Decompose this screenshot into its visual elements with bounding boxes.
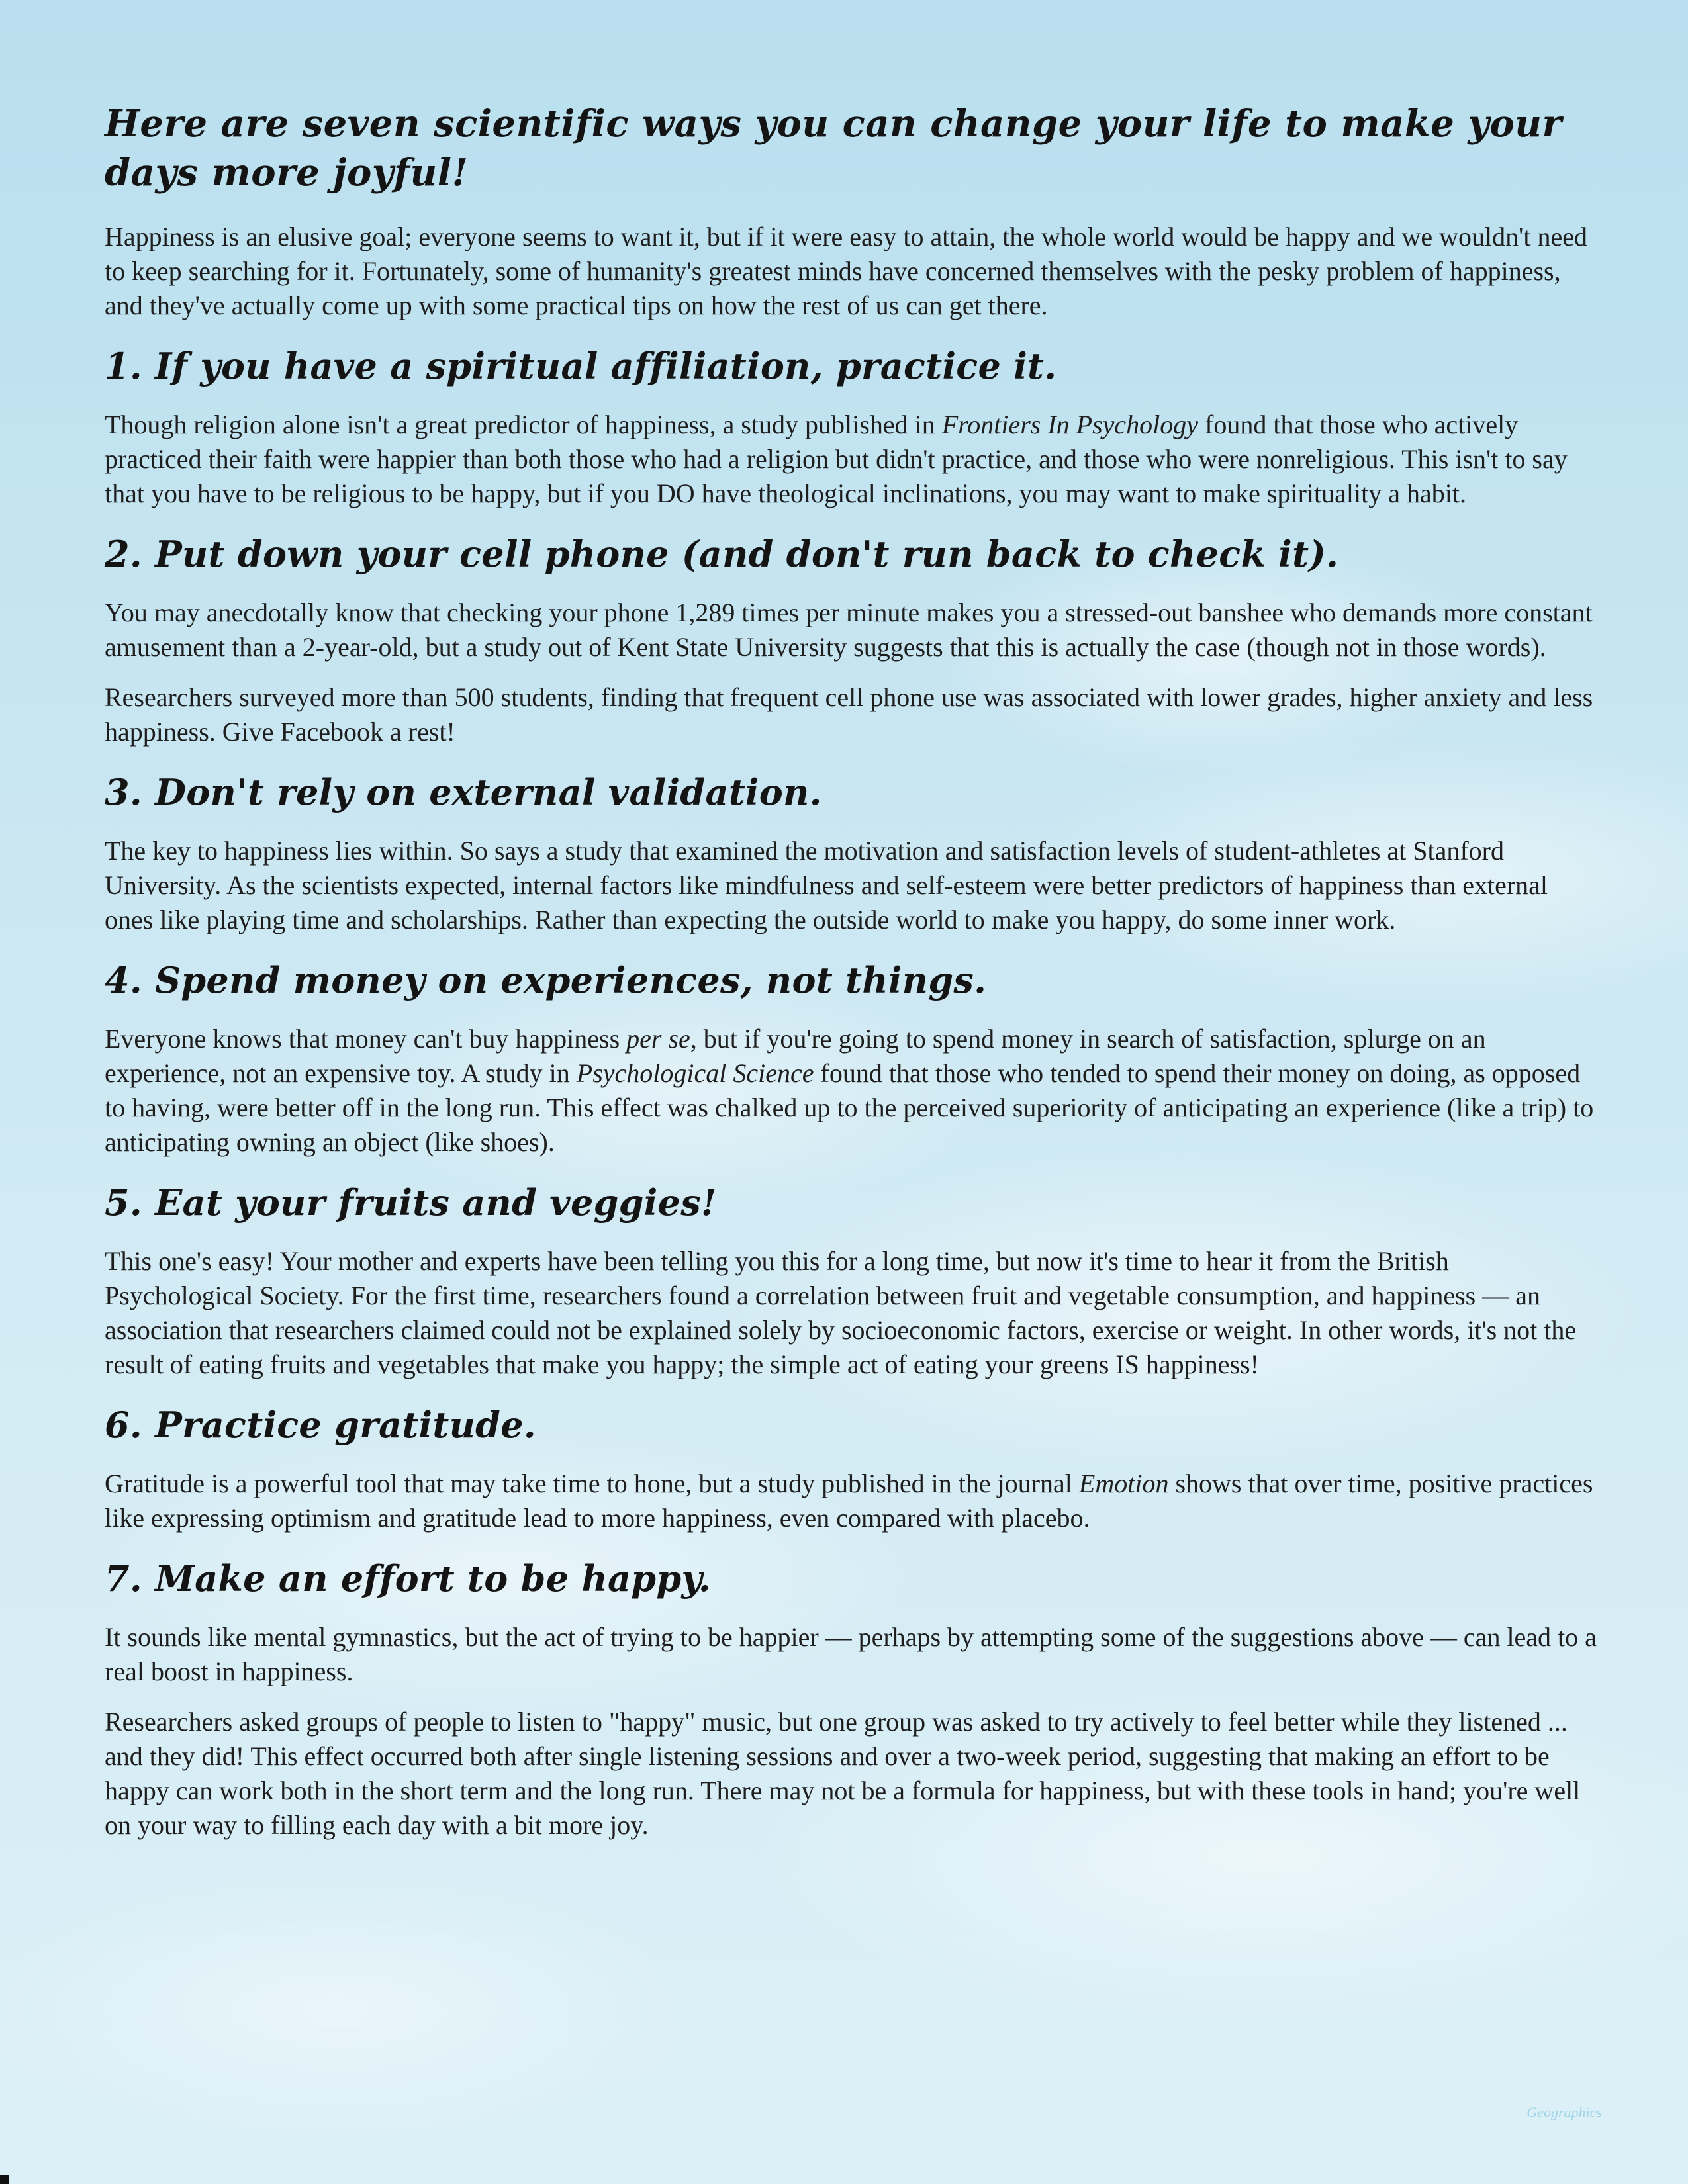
section-paragraph	[105, 1467, 1601, 1535]
journal-title: Emotion	[1078, 1469, 1169, 1498]
section-3	[105, 769, 1601, 937]
section-2	[105, 531, 1601, 749]
section-paragraph	[105, 408, 1601, 511]
section-paragraph: You may anecdotally know that checking your phone 1,289 times per minute makes you a stressed-out banshee who demands more constant amusement than a 2-year-old, but a study out of Kent State University suggests that this is actually the case (though not in those words).	[105, 598, 1593, 662]
page-title: Here are seven scientific ways you can change your life to make your days more joyful!	[105, 102, 1562, 195]
section-7	[105, 1555, 1601, 1843]
section-paragraph: The key to happiness lies within. So says a study that examined the motivation and satisfaction levels of student-athletes at Stanford University. As the scientists expected, internal factors like mindfulness and self-esteem were better predictors of happiness than external ones like playing time and scholarships. Rather than expecting the outside world to make you happy, do some inner work.	[105, 836, 1548, 934]
section-4	[105, 957, 1601, 1160]
document-page	[105, 99, 1601, 1858]
text-run: Gratitude is a powerful tool that may take time to hone, but a study published in the journal	[105, 1469, 1079, 1498]
intro-paragraph: Happiness is an elusive goal; everyone seems to want it, but if it were easy to attain, the whole world would be happy and we wouldn't need to keep searching for it. Fortunately, some of humanity's greatest minds have concerned themselves with the pesky problem of happiness, and they've actually come up with some practical tips on how the rest of us can get there.	[105, 222, 1587, 320]
text-run: , but if you're going to spend money in search of satisfaction, splurge on an experience, not an expensive toy. A study in	[105, 1024, 1486, 1088]
section-1	[105, 343, 1601, 511]
section-heading: 1. If you have a spiritual affiliation, practice it.	[105, 345, 1057, 387]
italic-phrase: per se	[626, 1024, 690, 1054]
section-heading: 7. Make an effort to be happy.	[105, 1557, 712, 1600]
section-paragraph: Researchers asked groups of people to listen to "happy" music, but one group was asked to try actively to feel better while they listened ... and they did! This effect occurred both after single listening sessions and over a two-week period, suggesting that making an effort to be happy can work both in the short term and the long run. There may not be a formula for happiness, but with these tools in hand; you're well on your way to filling each day with a bit more joy.	[105, 1707, 1581, 1840]
section-5	[105, 1179, 1601, 1382]
section-heading: 5. Eat your fruits and veggies!	[105, 1181, 717, 1224]
publisher-watermark: Geographics	[1526, 2104, 1602, 2120]
text-run: Everyone knows that money can't buy happiness	[105, 1024, 627, 1054]
section-heading: 3. Don't rely on external validation.	[105, 771, 822, 813]
section-heading: 4. Spend money on experiences, not things.	[105, 959, 987, 1001]
section-heading: 2. Put down your cell phone (and don't run back to check it).	[105, 533, 1339, 575]
journal-title: Frontiers In Psychology	[941, 410, 1199, 439]
section-paragraph: This one's easy! Your mother and experts have been telling you this for a long time, but now it's time to hear it from the British Psychological Society. For the first time, researchers found a correlation between fruit and vegetable consumption, and happiness — an association that researchers claimed could not be explained solely by socioeconomic factors, exercise or weight. In other words, it's not the result of eating fruits and vegetables that make you happy; the simple act of eating your greens IS happiness!	[105, 1246, 1577, 1379]
scan-edge-mark	[0, 2175, 9, 2184]
text-run: Though religion alone isn't a great predictor of happiness, a study published in	[105, 410, 942, 439]
section-heading: 6. Practice gratitude.	[105, 1404, 536, 1446]
section-paragraph: It sounds like mental gymnastics, but the act of trying to be happier — perhaps by attempting some of the suggestions above — can lead to a real boost in happiness.	[105, 1622, 1597, 1686]
section-paragraph: Researchers surveyed more than 500 students, finding that frequent cell phone use was associated with lower grades, higher anxiety and less happiness. Give Facebook a rest!	[105, 682, 1593, 747]
text-run: found that those who tended to spend their money on doing, as opposed to having, were better off in the long run. This effect was chalked up to the perceived superiority of anticipating an experience (like a trip) to anticipating owning an object (like shoes).	[105, 1058, 1594, 1157]
text-run: found that those who actively practiced their faith were happier than both those who had a religion but didn't practice, and those who were nonreligious. This isn't to say that you have to be religious to be happy, but if you DO have theological inclinations, you may want to make spirituality a habit.	[105, 410, 1568, 508]
section-6	[105, 1402, 1601, 1535]
text-run: shows that over time, positive practices like expressing optimism and gratitude lead to more happiness, even compared with placebo.	[105, 1469, 1593, 1533]
section-paragraph	[105, 1022, 1601, 1160]
journal-title: Psychological Science	[576, 1058, 814, 1088]
